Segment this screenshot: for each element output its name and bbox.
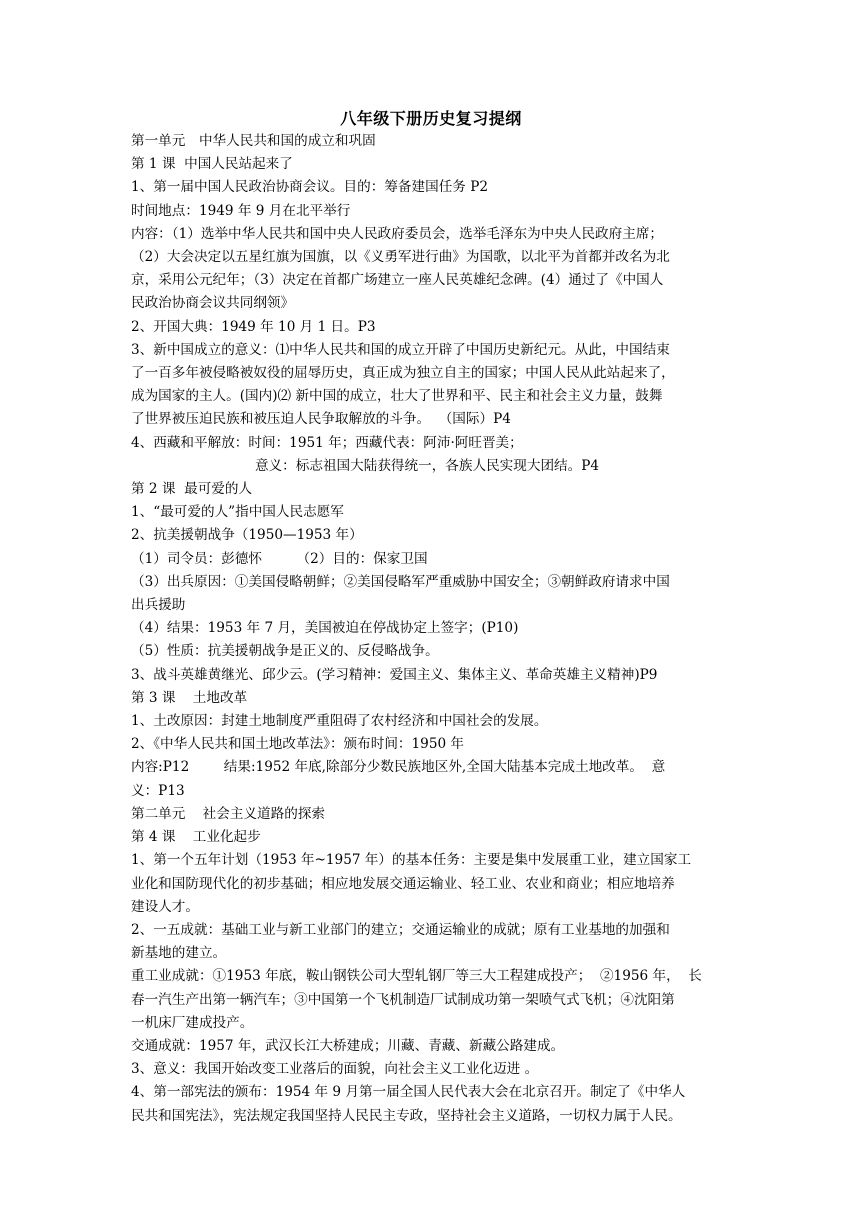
text-line: 业化和国防现代化的初步基础；相应地发展交通运输业、轻工业、农业和商业；相应地培养	[131, 875, 675, 892]
text-line: 新基地的建立。	[131, 945, 227, 962]
document-page	[131, 108, 731, 1128]
text-line: 了世界被压迫民族和被压迫人民争取解放的斗争。 （国际）P4	[131, 411, 511, 428]
text-line: 2、《中华人民共和国土地改革法》：颁布时间：1950 年	[131, 736, 465, 753]
text-line: 一机床厂建成投产。	[131, 1014, 254, 1031]
text-line: （4）结果：1953 年 7 月，美国被迫在停战协定上签字；(P10)	[131, 620, 519, 637]
text-line: 2、一五成就：基础工业与新工业部门的建立；交通运输业的成就；原有工业基地的加强和	[131, 921, 670, 938]
text-line: 1、土改原因：封建土地制度严重阻碍了农村经济和中国社会的发展。	[131, 713, 548, 730]
text-line: 1、“最可爱的人”指中国人民志愿军	[131, 504, 344, 521]
text-line: 3、新中国成立的意义：⑴中华人民共和国的成立开辟了中国历史新纪元。从此，中国结束	[131, 341, 670, 358]
document-title: 八年级下册历史复习提纲	[340, 109, 522, 128]
text-line: 民政治协商会议共同纲领》	[131, 295, 295, 312]
text-line: 时间地点：1949 年 9 月在北平举行	[131, 202, 351, 219]
text-line: 3、意义：我国开始改变工业落后的面貌，向社会主义工业化迈进 。	[131, 1061, 539, 1078]
text-line: 1、第一个五年计划（1953 年~1957 年）的基本任务：主要是集中发展重工业，建立国家工	[131, 852, 692, 869]
text-line: 2、抗美援朝战争（1950—1953 年）	[131, 527, 363, 544]
text-line: 了一百多年被侵略被奴役的屈辱历史，真正成为独立自主的国家；中国人民从此站起来了，	[131, 365, 675, 382]
text-line: 第一单元 中华人民共和国的成立和巩固	[131, 133, 376, 149]
text-line: 出兵援助	[131, 597, 186, 614]
text-line: 重工业成就：①1953 年底，鞍山钢铁公司大型轧钢厂等三大工程建成投产； ②1956 年， 长	[131, 968, 702, 985]
text-line: 京，采用公元纪年；（3）决定在首都广场建立一座人民英雄纪念碑。(4）通过了《中国人	[131, 272, 664, 289]
text-line: （2）大会决定以五星红旗为国旗，以《义勇军进行曲》为国歌，以北平为首都并改名为北	[131, 249, 670, 266]
text-line: 交通成就：1957 年，武汉长江大桥建成；川藏、青藏、新藏公路建成。	[131, 1037, 565, 1054]
text-line: 4、第一部宪法的颁布：1954 年 9 月第一届全国人民代表大会在北京召开。制定了《中华人	[131, 1084, 686, 1101]
text-line: 第 2 课 最可爱的人	[131, 481, 253, 498]
text-line: 4、西藏和平解放：时间：1951 年；西藏代表：阿沛·阿旺晋美；	[131, 434, 523, 451]
text-line: （3）出兵原因：①美国侵略朝鲜；②美国侵略军严重威胁中国安全；③朝鲜政府请求中国	[131, 573, 670, 590]
text-line: 建设人才。	[131, 898, 199, 915]
text-line: 第 4 课 工业化起步	[131, 829, 261, 846]
text-line: 3、战斗英雄黄继光、邱少云。(学习精神：爱国主义、集体主义、革命英雄主义精神)P9	[131, 666, 658, 683]
text-line: 第 3 课 土地改革	[131, 689, 248, 706]
text-line: 第二单元 社会主义道路的探索	[131, 805, 326, 822]
document-body	[131, 130, 731, 1128]
text-line: 内容：（1）选举中华人民共和国中央人民政府委员会，选举毛泽东为中央人民政府主席；	[131, 225, 664, 242]
text-line: 成为国家的主人。(国内)⑵ 新中国的成立，壮大了世界和平、民主和社会主义力量，鼓舞	[131, 388, 663, 405]
text-line: 民共和国宪法》，宪法规定我国坚持人民民主专政，坚持社会主义道路，一切权力属于人民。	[131, 1107, 682, 1124]
text-line: 1、第一届中国人民政治协商会议。目的：筹备建国任务 P2	[131, 179, 489, 196]
text-line: 义：P13	[131, 782, 185, 799]
text-line: 内容:P12 结果:1952 年底,除部分少数民族地区外,全国大陆基本完成土地改革。 意	[131, 759, 666, 776]
text-line: （1）司令员：彭德怀 （2）目的：保家卫国	[131, 550, 428, 567]
text-line: 意义：标志祖国大陆获得统一，各族人民实现大团结。P4	[255, 457, 600, 474]
text-line: 春一汽生产出第一辆汽车；③中国第一个飞机制造厂试制成功第一架喷气式飞机；④沈阳第	[131, 991, 675, 1008]
text-line: 2、开国大典：1949 年 10 月 1 日。P3	[131, 318, 376, 335]
text-line: 第 1 课 中国人民站起来了	[131, 156, 293, 173]
text-line: （5）性质：抗美援朝战争是正义的、反侵略战争。	[131, 643, 439, 660]
